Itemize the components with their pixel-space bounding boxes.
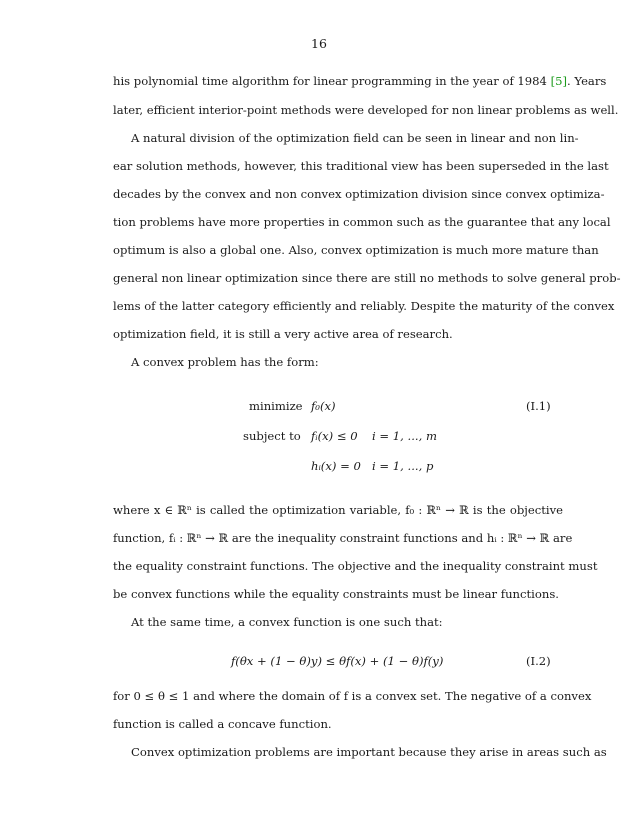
text-line: function, fᵢ : ℝⁿ → ℝ are the inequality constraint functions and hᵢ : ℝⁿ → ℝ are [113, 531, 573, 545]
text-line: optimum is also a global one. Also, convex optimization is much more mature than [113, 243, 599, 257]
text-line: optimization field, it is still a very active area of research. [113, 327, 453, 341]
equation-label: (I.1) [526, 399, 551, 413]
text-line: later, efficient interior-point methods were developed for non linear problems as well. [113, 103, 619, 117]
text-line: Convex optimization problems are important because they arise in areas such as [131, 745, 607, 759]
eq-equality-range: i = 1, ..., p [372, 459, 434, 473]
text-line: where x ∈ ℝⁿ is called the optimization variable, f₀ : ℝⁿ → ℝ is the objective [113, 503, 563, 517]
eq-inequality-range: i = 1, ..., m [372, 429, 437, 443]
eq-objective: f₀(x) [311, 399, 336, 413]
text-line: lems of the latter category efficiently and reliably. Despite the maturity of the convex [113, 299, 615, 313]
text-line: for 0 ≤ θ ≤ 1 and where the domain of f is a convex set. The negative of a convex [113, 689, 592, 703]
text-line: ear solution methods, however, this traditional view has been superseded in the last [113, 159, 609, 173]
text-line: be convex functions while the equality constraints must be linear functions. [113, 587, 559, 601]
text-line: A natural division of the optimization field can be seen in linear and non lin- [131, 131, 579, 145]
text-line: At the same time, a convex function is one such that: [131, 615, 443, 629]
text-line: his polynomial time algorithm for linear programming in the year of 1984 [5]. Years [113, 74, 607, 88]
eq-inequality-constraint: fᵢ(x) ≤ 0 [311, 429, 358, 443]
text-line: tion problems have more properties in common such as the guarantee that any local [113, 215, 611, 229]
page-number: 16 [311, 36, 327, 51]
text-line: function is called a concave function. [113, 717, 332, 731]
text-line: decades by the convex and non convex optimization division since convex optimiza- [113, 187, 605, 201]
citation-link[interactable]: [5] [550, 74, 568, 88]
eq-convexity-inequality: f(θx + (1 − θ)y) ≤ θf(x) + (1 − θ)f(y) [231, 654, 444, 668]
eq-minimize-keyword: minimize [249, 399, 303, 413]
text-line: A convex problem has the form: [131, 355, 319, 369]
eq-subject-to-keyword: subject to [243, 429, 301, 443]
equation-label: (I.2) [526, 654, 551, 668]
eq-equality-constraint: hᵢ(x) = 0 [311, 459, 361, 473]
text-line: the equality constraint functions. The objective and the inequality constraint must [113, 559, 598, 573]
text-line: general non linear optimization since there are still no methods to solve general prob- [113, 271, 621, 285]
